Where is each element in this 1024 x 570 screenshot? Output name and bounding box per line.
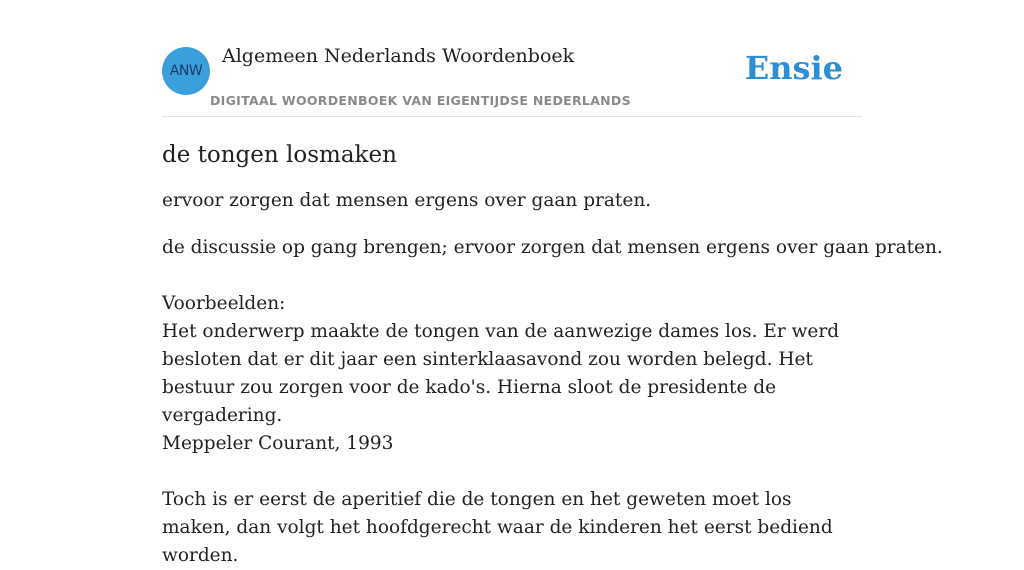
anw-logo[interactable]: ANW (162, 47, 210, 95)
example-item (162, 318, 882, 458)
site-subtitle: DIGITAAL WOORDENBOEK VAN EIGENTIJDSE NEDERLANDS (210, 93, 631, 108)
examples-label: Voorbeelden: (162, 293, 286, 314)
site-title[interactable]: Algemeen Nederlands Woordenboek (222, 45, 575, 67)
site-header (162, 0, 862, 117)
example-text: Toch is er eerst de aperitief die de tongen en het geweten moet los maken, dan volgt het hoofdgerecht waar de kinderen het eerst bediend worden. (162, 489, 833, 566)
long-definition: de discussie op gang brengen; ervoor zorgen dat mensen ergens over gaan praten. (162, 237, 943, 258)
example-item (162, 486, 882, 570)
short-definition: ervoor zorgen dat mensen ergens over gaan praten. (162, 190, 652, 211)
entry-term: de tongen losmaken (162, 142, 397, 168)
ensie-brand-logo[interactable]: Ensie (744, 49, 843, 87)
example-text: Het onderwerp maakte de tongen van de aanwezige dames los. Er werd besloten dat er dit jaar een sinterklaasavond zou worden belegd. Het bestuur zou zorgen voor de kado's. Hierna sloot de presidente de vergadering. (162, 321, 840, 426)
example-source: Meppeler Courant, 1993 (162, 433, 394, 454)
entry-content (162, 138, 943, 570)
